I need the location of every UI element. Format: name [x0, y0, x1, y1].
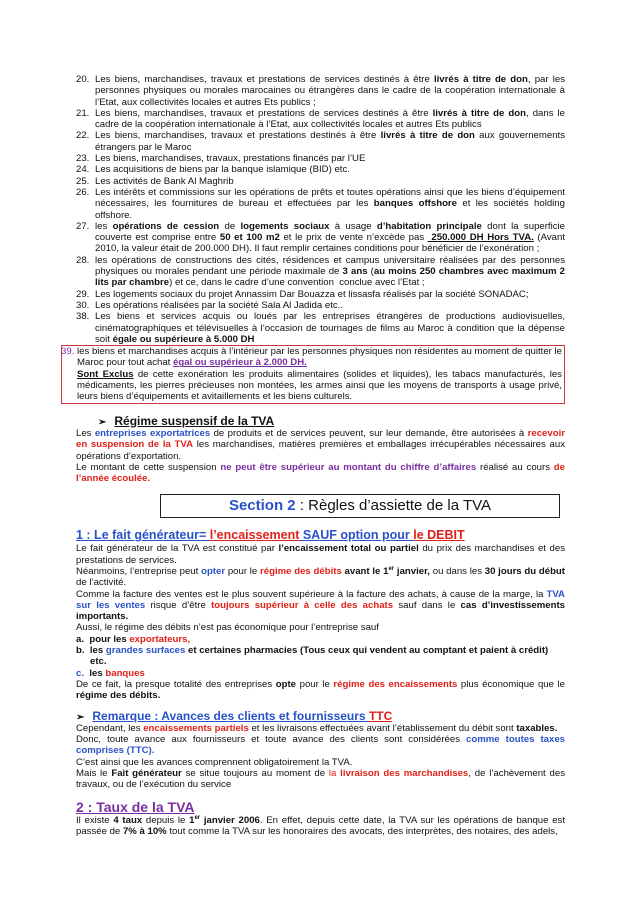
list-item: 27. les opérations de cession de logements sociaux à usage d’habitation principale dont la superficie couverte est comprise entre 50 et 100 m2 et le prix de vente n’excède pas 250.000 DH Hors TVA. (Avant 2010, la valeur était de 200.000 DH). Il faut remplir certaines conditions pour bénéficier de l’exonération ;: [76, 220, 565, 255]
item-number: 30.: [76, 299, 90, 311]
item-number: 28.: [76, 254, 90, 266]
item-39-box: [61, 345, 565, 403]
section-title-box: [160, 494, 560, 518]
fait-paragraph-4: Aussi, le régime des débits n’est pas économique pour l’entreprise sauf: [76, 622, 379, 634]
list-item: 20. Les biens, marchandises, travaux et prestations de services destinés à être livrés à titre de don, par les personnes physiques ou morales marocaines ou étrangères dans le cadre de la coopération internationale à l’Etat, aux collectivités locales et autres Ets publics ;: [76, 74, 565, 108]
list-item: [76, 176, 565, 187]
item-text: Les activités de Bank Al Maghrib: [95, 175, 234, 187]
list-item: [76, 289, 565, 300]
item-number: 26.: [76, 186, 90, 198]
list-item: [76, 153, 565, 164]
remarque-paragraph-1: Cependant, les encaissements partiels et les livraisons effectuées avant l’établissement du débit sont taxables.: [76, 722, 558, 734]
list-item: 28. les opérations de constructions des cités, résidences et campus universitaire réalisées par des personnes physiques ou morales pendant une période maximale de 3 ans (au moins 250 chambres avec maximum 2 lits par chambre) et ce, dans le cadre d’une convention conclue avec l’Etat ;: [76, 254, 565, 289]
regime-paragraph-1: Les entreprises exportatrices de produits et de services peuvent, sur leur demande, être autorisées à recevoir en suspension de la TVA les marchandises, matières premières et emballages irrécupérables nécessaires aux opérations d’exportation.: [76, 427, 565, 462]
list-item: 21. Les biens, marchandises, travaux et prestations de services destinés à être livrés à titre de don, dans le cadre de la coopération internationale à l’Etat, aux collectivités locales et autres Ets publics: [76, 107, 565, 131]
remarque-paragraph-3: C’est ainsi que les avances comprennent obligatoirement la TVA.: [76, 756, 353, 768]
remarque-heading: ➢ Remarque : Avances des clients et fournisseurs TTC: [76, 708, 393, 723]
fait-generateur-heading: 1 : Le fait générateur= l’encaissement SAUF option pour le DEBIT: [76, 528, 465, 543]
item-number: 25.: [76, 175, 90, 187]
fait-paragraph-1: Le fait générateur de la TVA est constitué par l’encaissement total ou partiel du prix des marchandises et des prestations de services.: [76, 543, 565, 566]
item-number: 21.: [76, 107, 90, 119]
item-number: 22.: [76, 130, 90, 142]
regime-paragraph-2: Le montant de cette suspension ne peut être supérieur au montant du chiffre d’affaires réalisé au cours de l’année écoulée.: [76, 461, 565, 485]
item-text: Les opérations réalisées par la société Sala Al Jadida etc..: [95, 299, 343, 311]
section-number: Section 2: [228, 497, 296, 515]
list-item: 22. Les biens, marchandises, travaux et prestations destinés à être livrés à titre de don aux gouvernements étrangers par le Maroc: [76, 130, 565, 153]
item-text: Les logements sociaux du projet Annassim Dar Bouazza et lissasfa réalisés par la société SONADAC;: [95, 288, 529, 300]
item-number: 23.: [76, 153, 90, 165]
list-item: 38. Les biens et services acquis ou loués par les entreprises étrangères de productions audiovisuelles, cinématographiques et télévisuelles à l’occasion de tournages de films au Maroc à condition que la dépense soit égale ou supérieure à 5.000 DH: [76, 311, 565, 345]
threshold-text: égal ou supérieur à 2.000 DH.: [173, 357, 307, 369]
item-number: 20.: [76, 74, 90, 85]
item-number: 24.: [76, 164, 90, 176]
item-number: 29.: [76, 288, 90, 300]
document-page: [61, 74, 566, 837]
fait-paragraph-5: De ce fait, la presque totalité des entreprises opte pour le régime des encaissements plus économique que le régime des débits.: [76, 678, 565, 702]
list-item: 26. Les intérêts et commissions sur les opérations de prêts et toutes opérations ainsi que les biens d’équipement nécessaires, les fournitures de bureau et effectuées par les banques offshore et les sociétés holding offshore.: [76, 186, 565, 221]
item-number: 38.: [76, 311, 90, 323]
option-list-item-a: a. pour les exportateurs,: [76, 633, 191, 645]
fait-paragraph-2: Néanmoins, l’entreprise peut opter pour le régime des débits avant le 1er janvier, ou dans les 30 jours du début de l’activité.: [76, 565, 565, 589]
option-list-item-c: c. les banques: [76, 667, 145, 679]
item-39-text: les biens et marchandises acquis à l’intérieur par les personnes physiques non résidentes au moment de quitter le Maroc pour tout achat égal ou supérieur à 2.000 DH.: [77, 346, 562, 369]
taux-heading: 2 : Taux de la TVA: [76, 798, 195, 815]
list-item: [76, 164, 565, 175]
exemption-list: [76, 74, 565, 345]
fait-paragraph-3: Comme la facture des ventes est le plus souvent supérieure à la facture des achats, à cause de la marge, la TVA sur les ventes risque d’être toujours supérieur à celle des achats sauf dans le cas d’investissements importants.: [76, 588, 565, 623]
list-item: [76, 300, 565, 311]
item-39-exclusions: Sont Exclus de cette exonération les produits alimentaires (solides et liquides), les tabacs manufacturés, les médicaments, les pierres précieuses non montées, les armes ainsi que les moyens de transports à usage privé, leurs biens d’équipements et avitaillements et les biens culturels.: [77, 368, 562, 403]
taux-paragraph-1: Il existe 4 taux depuis le 1er janvier 2006. En effet, depuis cette date, la TVA sur les opérations de banque est passée de 7% à 10% tout comme la TVA sur les honoraires des avocats, des interprètes, des notaires, des adels,: [76, 814, 566, 837]
arrow-bullet-icon: ➢: [76, 711, 85, 723]
item-number: 27.: [76, 220, 90, 232]
exclusions-label: Sont Exclus: [77, 368, 134, 380]
option-list-item-b: b. les grandes surfaces et certaines pharmacies (Tous ceux qui vendent au comptant et paient à crédit) etc.: [76, 645, 549, 668]
regime-suspensif-heading: ➢ Régime suspensif de la TVA: [98, 413, 275, 428]
item-text: Les biens, marchandises, travaux, prestations financés par l’UE: [95, 153, 366, 165]
item-text: Les acquisitions de biens par la banque islamique (BID) etc.: [95, 164, 350, 176]
section-title: : Règles d’assiette de la TVA: [295, 497, 492, 515]
remarque-paragraph-4: Mais le Fait générateur se situe toujours au moment de la livraison des marchandises, de l’achèvement des travaux, ou de l’exécution du service: [76, 768, 565, 791]
remarque-paragraph-2: Donc, toute avance aux fournisseurs et toute avance des clients sont considérées comme toutes taxes comprises (TTC).: [76, 734, 565, 757]
item-number: 39.: [61, 346, 75, 358]
arrow-bullet-icon: ➢: [98, 416, 107, 428]
